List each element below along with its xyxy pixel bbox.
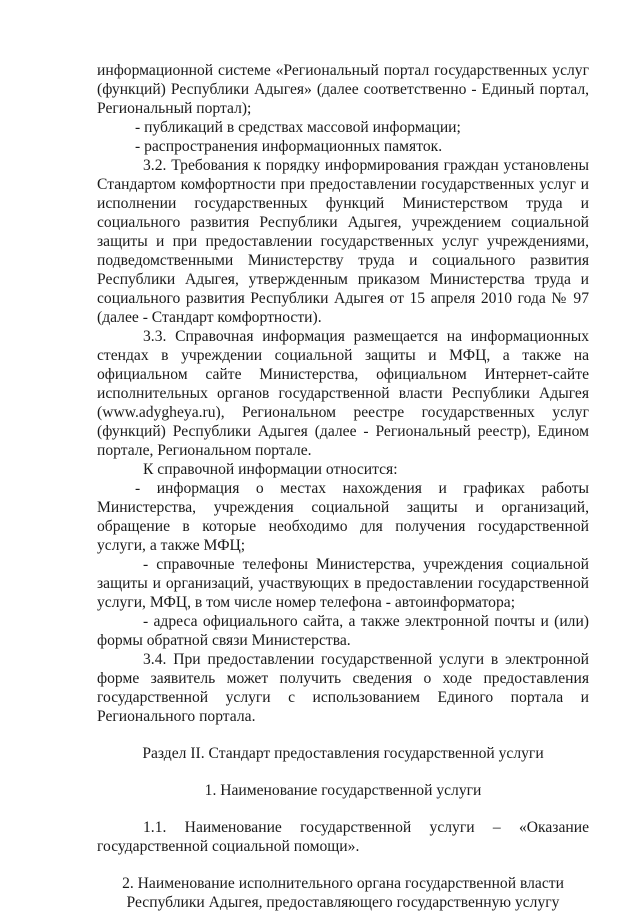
paragraph-3-3: 3.3. Справочная информация размещается на информационных стендах в учреждении социальной защиты и МФЦ, а также на официальном сайте Министерства, официальном Интернет-сайте исполнительных органов государственной власти Республики Адыгея (www.adygheya.ru), Региональном реестре государственных услуг (функций) Республики Адыгея (далее - Региональный реестр), Едином портале, Региональном портале. xyxy=(97,328,589,459)
bullet-locations-schedules: - информация о местах нахождения и графиках работы Министерства, учреждения социальной защиты и организаций, обращение в которые необходимо для получения государственной услуги, а также МФЦ; xyxy=(97,480,589,554)
document-body xyxy=(97,61,589,912)
bullet-info-leaflets: - распространения информационных памяток. xyxy=(135,138,443,155)
paragraph-portal-continuation: информационной системе «Региональный портал государственных услуг (функций) Республики Адыгея» (далее соответственно - Единый портал, Региональный портал); xyxy=(97,62,589,117)
subsection-2-heading-line2: Республики Адыгея, предоставляющего государственную услугу xyxy=(126,894,560,911)
subsection-1-heading: 1. Наименование государственной услуги xyxy=(204,782,482,799)
paragraph-1-1: 1.1. Наименование государственной услуги – «Оказание государственной социальной помощи». xyxy=(97,819,589,855)
bullet-reference-phones: - справочные телефоны Министерства, учреждения социальной защиты и организаций, участвующих в предоставлении государственной услуги, МФЦ, в том числе номер телефона - автоинформатора; xyxy=(97,556,589,611)
subsection-2-heading-line1: 2. Наименование исполнительного органа государственной власти xyxy=(122,875,564,892)
bullet-mass-media: - публикаций в средствах массовой информации; xyxy=(135,119,461,136)
bullet-website-email: - адреса официального сайта, а также электронной почты и (или) формы обратной связи Министерства. xyxy=(97,613,589,649)
paragraph-reference-info-intro: К справочной информации относится: xyxy=(143,461,398,478)
section-heading: Раздел II. Стандарт предоставления государственной услуги xyxy=(142,745,544,762)
paragraph-3-2: 3.2. Требования к порядку информирования граждан установлены Стандартом комфортности при предоставлении государственных услуг и исполнении государственных функций Министерством труда и социального развития Республики Адыгея, учреждением социальной защиты и при предоставлении государственных услуг учреждениями, подведомственными Министерству труда и социального развития Республики Адыгея, утвержденным приказом Министерства труда и социального развития Республики Адыгея от 15 апреля 2010 года № 97 (далее - Стандарт комфортности). xyxy=(97,157,589,326)
paragraph-3-4: 3.4. При предоставлении государственной услуги в электронной форме заявитель может получить сведения о ходе предоставления государственной услуги с использованием Единого портала и Регионального портала. xyxy=(97,651,589,725)
